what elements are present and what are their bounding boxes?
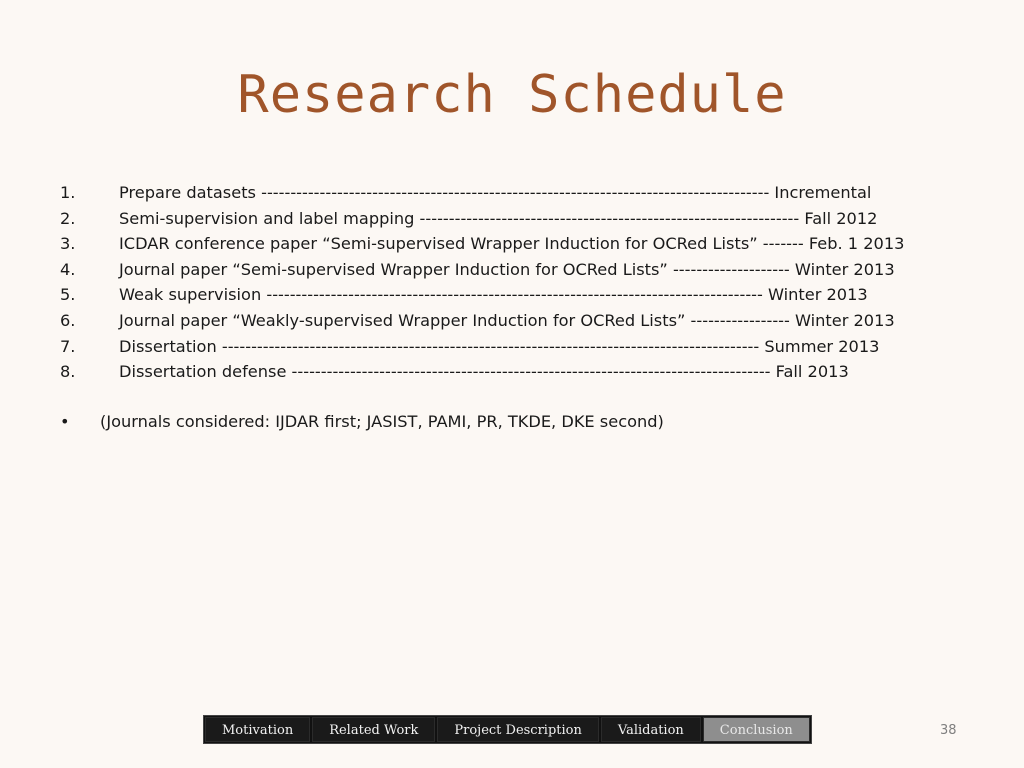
item-text: Prepare datasets --------------------------------------------------------------------------------------- Incremental	[119, 183, 872, 202]
schedule-item	[60, 257, 1000, 283]
journals-note-text: (Journals considered: IJDAR first; JASIST, PAMI, PR, TKDE, DKE second)	[100, 412, 664, 431]
schedule-item	[60, 206, 1000, 232]
slide-title: Research Schedule	[237, 65, 787, 125]
item-text: Dissertation defense ---------------------------------------------------------------------------------- Fall 2013	[119, 362, 849, 382]
item-text: Dissertation -------------------------------------------------------------------------------------------- Summer 2013	[119, 336, 880, 356]
item-number: 6.	[60, 310, 76, 330]
schedule-list	[60, 180, 1000, 385]
schedule-item	[60, 308, 1000, 334]
item-number: 8.	[60, 362, 76, 382]
schedule-item	[60, 359, 1000, 385]
item-text: Journal paper “Weakly-supervised Wrapper Induction for OCRed Lists” ----------------- Winter 2013	[119, 310, 895, 330]
schedule-item	[60, 180, 1000, 206]
item-number: 4.	[60, 259, 76, 279]
nav-tab-project-description[interactable]: Project Description	[437, 717, 599, 742]
item-number: 3.	[60, 234, 76, 254]
item-number: 7.	[60, 336, 76, 356]
nav-tab-validation[interactable]: Validation	[601, 717, 701, 742]
section-nav-bar	[203, 715, 812, 744]
item-number: 1.	[60, 183, 76, 202]
bullet-icon: •	[60, 412, 70, 431]
nav-tab-related-work[interactable]: Related Work	[312, 717, 435, 742]
nav-tab-motivation[interactable]: Motivation	[205, 717, 310, 742]
page-number: 38	[940, 723, 957, 738]
schedule-item	[60, 282, 1000, 308]
item-text: Semi-supervision and label mapping ----------------------------------------------------------------- Fall 2012	[119, 208, 878, 228]
item-text: Weak supervision ------------------------------------------------------------------------------------- Winter 2013	[119, 285, 868, 305]
schedule-item	[60, 231, 1000, 257]
schedule-item	[60, 334, 1000, 360]
nav-tab-conclusion[interactable]: Conclusion	[703, 717, 810, 742]
item-number: 2.	[60, 208, 76, 228]
item-text: Journal paper “Semi-supervised Wrapper Induction for OCRed Lists” -------------------- Winter 2013	[119, 259, 895, 279]
item-text: ICDAR conference paper “Semi-supervised Wrapper Induction for OCRed Lists” ------- Feb. 1 2013	[119, 234, 905, 254]
item-number: 5.	[60, 285, 76, 305]
